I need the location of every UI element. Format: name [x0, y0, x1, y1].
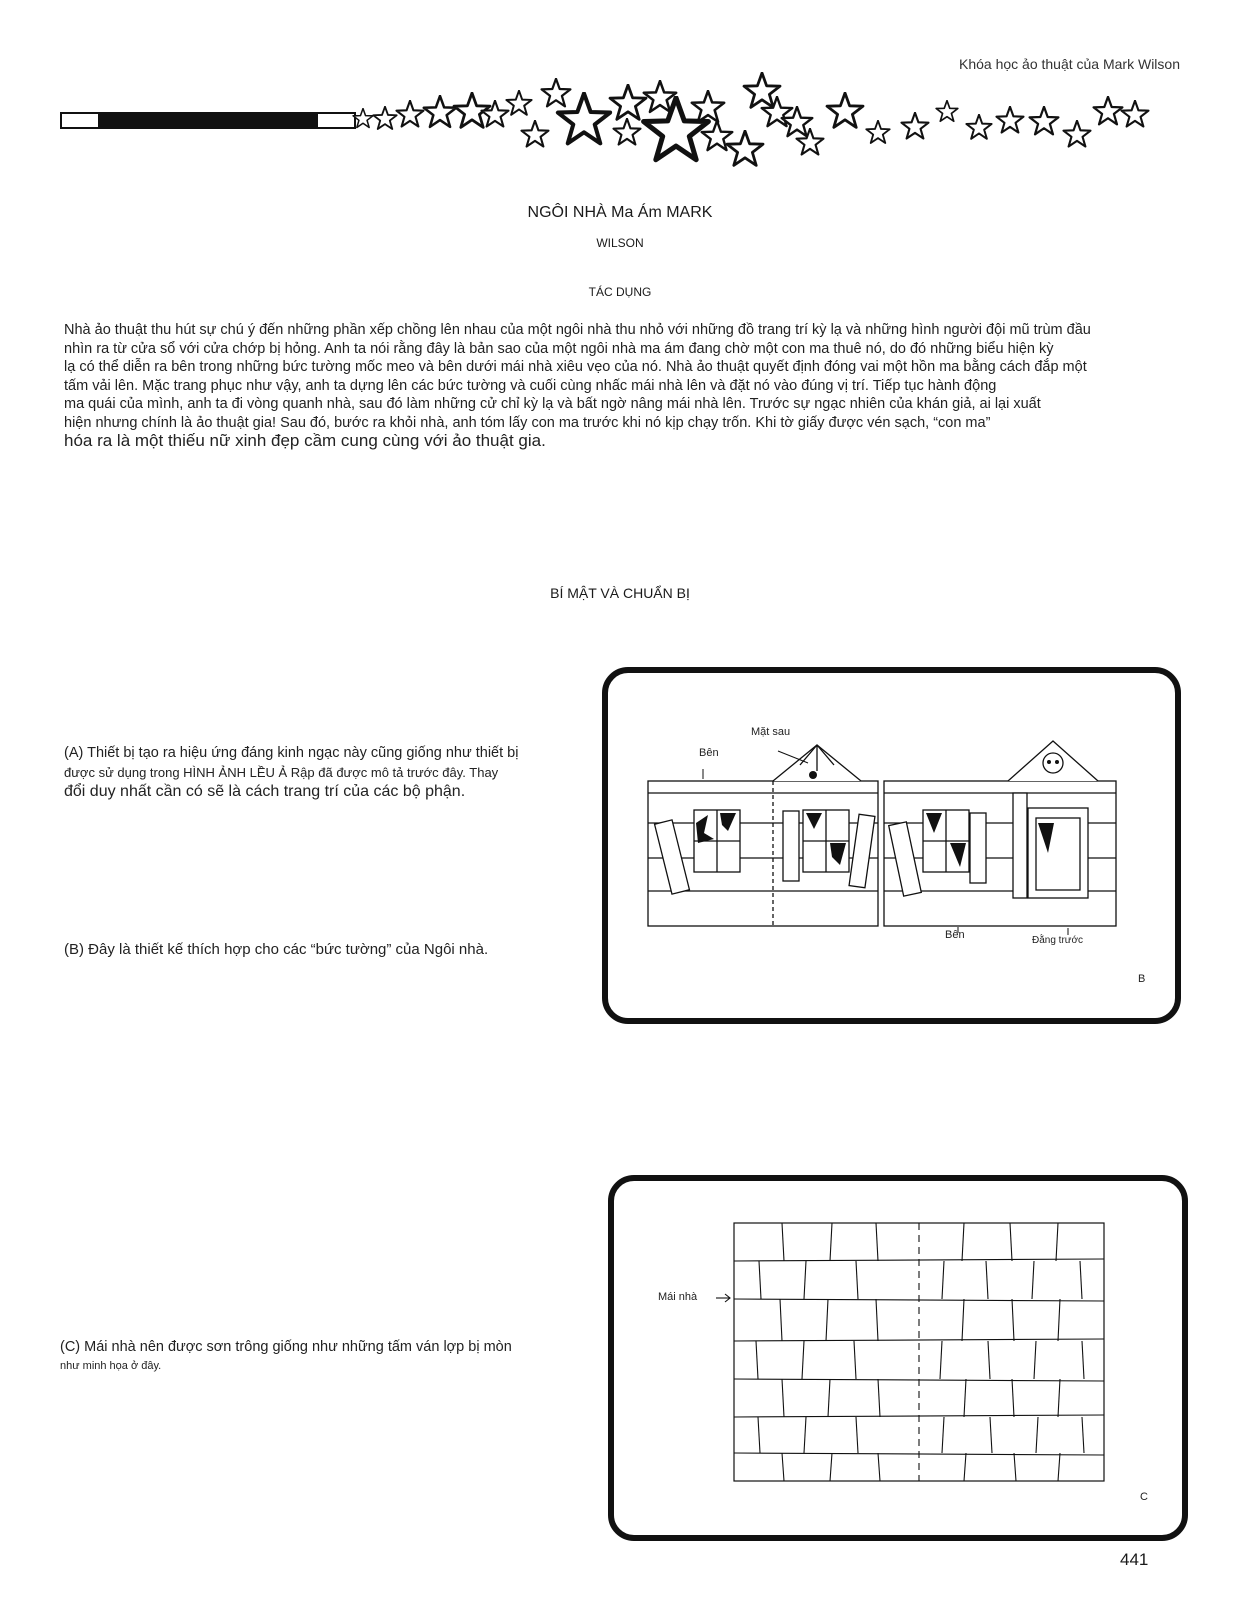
caption-c	[60, 1338, 580, 1376]
effect-line: ma quái của mình, anh ta đi vòng quanh nhà, sau đó làm những cử chỉ kỳ lạ và bất ngờ nâng mái nhà lên. Trước sự ngạc nhiên của khán giả, ai lại xuất	[64, 396, 1041, 412]
effect-line: tấm vải lên. Mặc trang phục như vậy, anh ta dựng lên các bức tường và cuối cùng nhấc mái nhà lên và đặt nó vào đúng vị trí. Tiếp tục hành động	[64, 377, 997, 394]
label-roof: Mái nhà	[658, 1291, 698, 1303]
figure-b-letter: B	[1138, 973, 1146, 985]
label-side-top: Bên	[699, 747, 719, 759]
caption-c-line: như minh họa ở đây.	[60, 1360, 162, 1372]
effect-line: hiện nhưng chính là ảo thuật gia! Sau đó, bước ra khỏi nhà, anh tóm lấy con ma trước khi nó kịp chạy trốn. Khi tờ giấy được vén sạch, “con ma”	[64, 414, 991, 431]
stars-decoration	[350, 70, 1185, 180]
caption-a-line: đổi duy nhất cần có sẽ là cách trang trí của các bộ phận.	[64, 783, 466, 800]
label-side-bottom: Bên	[945, 929, 965, 941]
effect-paragraph	[64, 321, 1164, 451]
effect-heading: TÁC DỤNG	[588, 285, 652, 299]
running-header: Khóa học ảo thuật của Mark Wilson	[958, 56, 1180, 72]
effect-line: nhìn ra từ cửa sổ với cửa chớp bị hỏng. Anh ta nói rằng đây là bản sao của một ngôi nhà ma ám đang chờ một con ma thuê nó, do đó những biểu hiện kỳ	[64, 340, 1054, 357]
figure-b-house-walls	[608, 673, 1163, 1006]
label-front: Đằng trước	[1032, 935, 1084, 946]
page-number: 441	[1120, 1550, 1149, 1569]
caption-a-line: (A) Thiết bị tạo ra hiệu ứng đáng kinh ngạc này cũng giống như thiết bị	[64, 745, 519, 761]
effect-line: Nhà ảo thuật thu hút sự chú ý đến những phần xếp chồng lên nhau của một ngôi nhà thu nhỏ với những đồ trang trí kỳ lạ và những hình người đội mũ trùm đầu	[64, 322, 1091, 338]
figure-c-letter: C	[1140, 1491, 1148, 1503]
magic-wand-graphic	[60, 112, 356, 129]
effect-line: hóa ra là một thiếu nữ xinh đẹp cầm cung cùng với ảo thuật gia.	[64, 431, 546, 450]
secret-heading: BÍ MẬT VÀ CHUẨN BỊ	[550, 585, 690, 601]
article-title: NGÔI NHÀ Ma Ám MARK	[527, 204, 713, 221]
caption-a	[64, 744, 554, 801]
caption-c-line: (C) Mái nhà nên được sơn trông giống như những tấm ván lợp bị mòn	[60, 1339, 512, 1355]
caption-a-line: được sử dụng trong HÌNH ẢNH LỀU Ả Rập đã được mô tả trước đây. Thay	[64, 765, 499, 780]
figure-c-frame	[608, 1175, 1188, 1541]
figure-c-roof-shingles	[614, 1181, 1170, 1523]
article-title-author: WILSON	[596, 236, 644, 250]
label-back: Mặt sau	[751, 726, 791, 738]
effect-line: lạ có thể diễn ra bên trong những bức tường mốc meo và bên dưới mái nhà xiêu vẹo của nó. Nhà ảo thuật quyết định đóng vai một hồn ma bằng cách đắp một	[64, 359, 1087, 375]
caption-b: (B) Đây là thiết kế thích hợp cho các “bức tường” của Ngôi nhà.	[64, 941, 489, 958]
figure-b-frame	[602, 667, 1181, 1024]
